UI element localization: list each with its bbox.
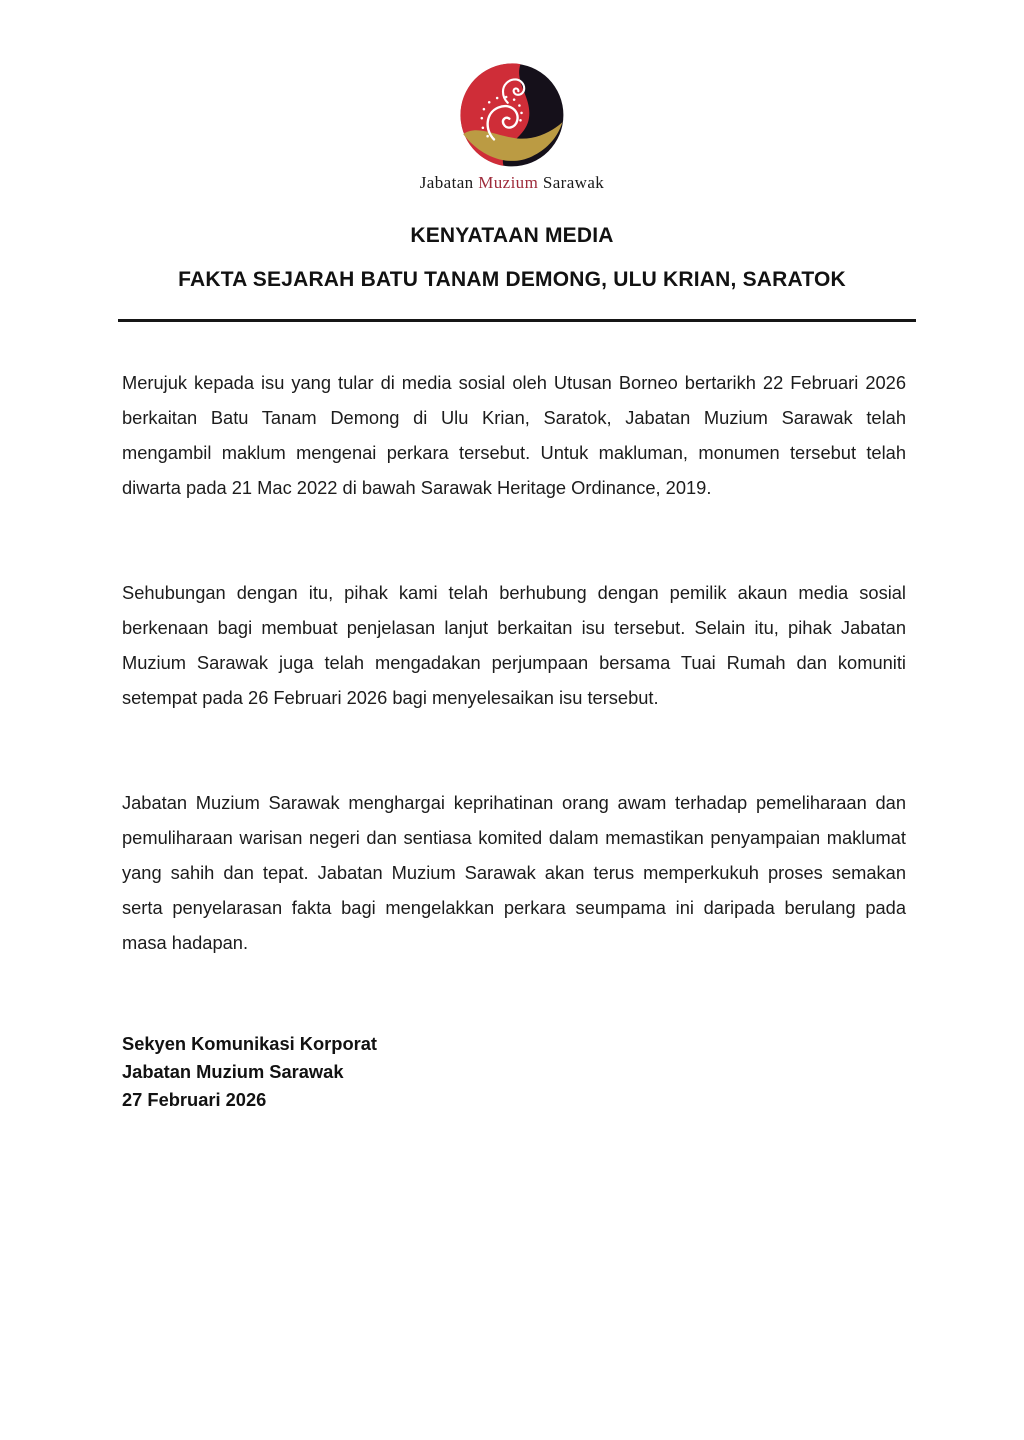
paragraph-1: Merujuk kepada isu yang tular di media sosial oleh Utusan Borneo bertarikh 22 Februari 2026 berkaitan Batu Tanam Demong di Ulu Krian, Saratok, Jabatan Muzium Sarawak telah mengambil maklum mengenai perkara tersebut. Untuk makluman, monumen tersebut telah diwarta pada 21 Mac 2022 di bawah Sarawak Heritage Ordinance, 2019.	[122, 372, 906, 498]
signature-section-name: Sekyen Komunikasi Korporat	[122, 1033, 377, 1054]
logo-caption-word-muzium: Muzium	[478, 173, 539, 192]
signature-block	[122, 1030, 1024, 1114]
paragraph-2: Sehubungan dengan itu, pihak kami telah berhubung dengan pemilik akaun media sosial berkenaan bagi membuat penjelasan lanjut berkaitan isu tersebut. Selain itu, pihak Jabatan Muzium Sarawak juga telah mengadakan perjumpaan bersama Tuai Rumah dan komuniti setempat pada 26 Februari 2026 bagi menyelesaikan isu tersebut.	[122, 582, 906, 708]
paragraph-3: Jabatan Muzium Sarawak menghargai keprihatinan orang awam terhadap pemeliharaan dan pemuliharaan warisan negeri dan sentiasa komited dalam memastikan penyampaian maklumat yang sahih dan tepat. Jabatan Muzium Sarawak akan terus memperkukuh proses semakan serta penyelarasan fakta bagi mengelakkan perkara seumpama ini daripada berulang pada masa hadapan.	[122, 792, 906, 953]
logo	[0, 0, 1024, 193]
divider-line	[118, 319, 916, 322]
sarawak-museum-logo-icon	[459, 62, 565, 168]
logo-caption-word-sarawak: Sarawak	[542, 173, 605, 192]
document-title: KENYATAAN MEDIA	[410, 224, 614, 247]
signature-date: 27 Februari 2026	[122, 1089, 267, 1110]
signature-department-name: Jabatan Muzium Sarawak	[122, 1061, 344, 1082]
logo-caption	[0, 173, 1024, 193]
logo-caption-word-jabatan: Jabatan	[419, 173, 474, 192]
document-body	[122, 365, 906, 960]
document-subtitle: FAKTA SEJARAH BATU TANAM DEMONG, ULU KRIAN, SARATOK	[178, 268, 846, 291]
